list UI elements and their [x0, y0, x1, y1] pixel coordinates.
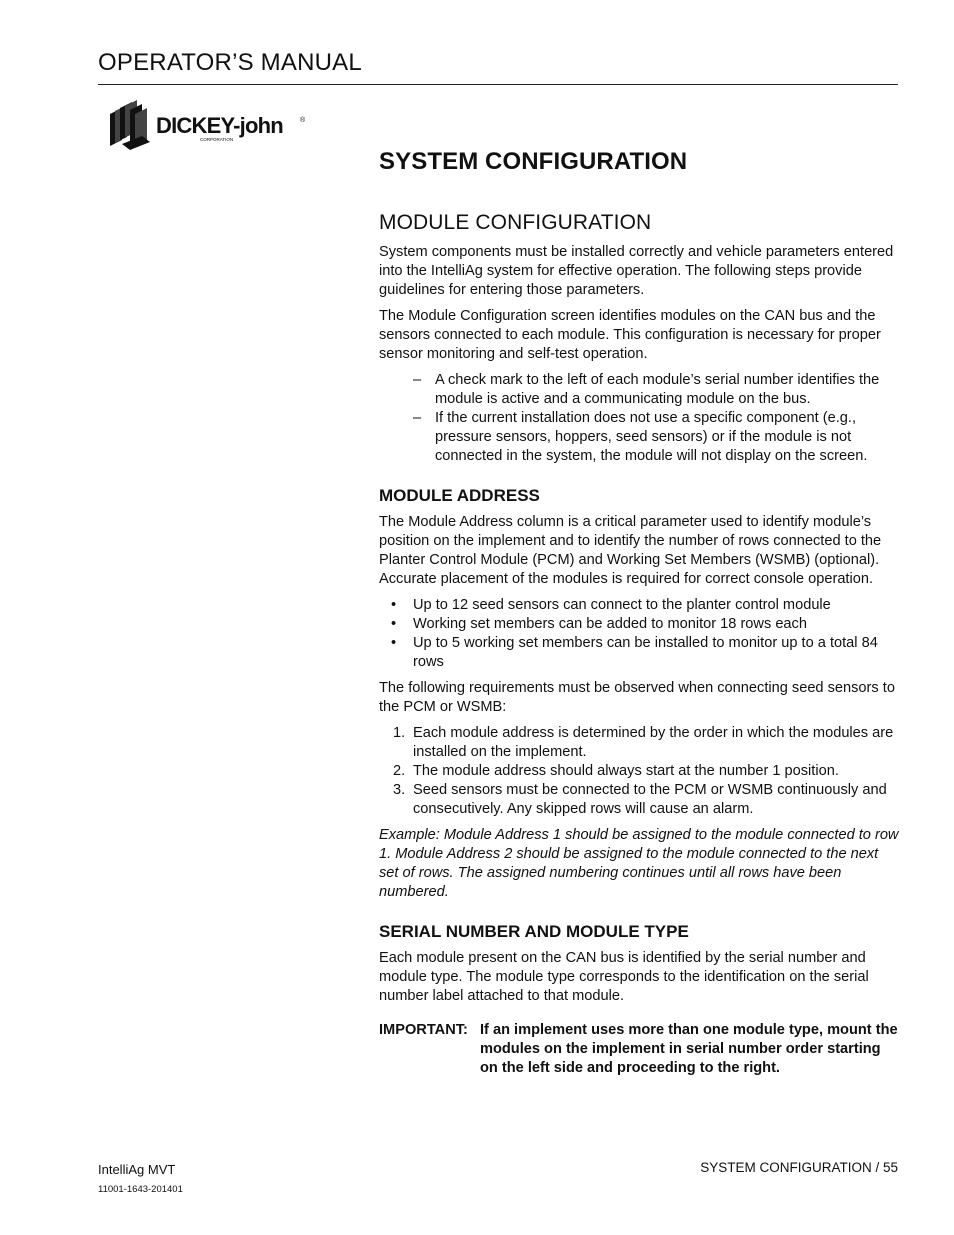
header-divider: [98, 84, 898, 85]
bullet-marker: •: [391, 635, 397, 651]
list-item-text: Seed sensors must be connected to the PCM or WSMB continuously and consecutively. Any skipped rows will cause an alarm.: [413, 782, 887, 817]
main-content: [379, 147, 901, 1078]
list-item: [413, 371, 901, 409]
list-item-text: Working set members can be added to monitor 18 rows each: [413, 616, 807, 632]
dickey-john-logo-mark: [108, 100, 318, 152]
dash-list: [379, 371, 901, 466]
module-address-heading: MODULE ADDRESS: [379, 486, 540, 505]
list-item: [391, 596, 901, 615]
list-item-text: Up to 12 seed sensors can connect to the planter control module: [413, 597, 831, 613]
logo-wordmark: DICKEY-john: [156, 113, 283, 138]
list-item: [393, 781, 901, 819]
intro-paragraph-2: The Module Configuration screen identifies modules on the CAN bus and the sensors connected to each module. This configuration is necessary for proper sensor monitoring and self-test operation.: [379, 308, 881, 362]
dash-marker: –: [413, 410, 422, 426]
section-title: MODULE CONFIGURATION: [379, 211, 652, 234]
serial-number-paragraph: Each module present on the CAN bus is identified by the serial number and module type. The module type corresponds to the identification on the serial number label attached to that module.: [379, 950, 869, 1004]
list-item: [393, 724, 901, 762]
bullet-list: [379, 596, 901, 672]
module-address-paragraph: The Module Address column is a critical parameter used to identify module’s position on the implement and to identify the number of rows connected to the Planter Control Module (PCM) and Working Set Members (WSMB) (optional). Accurate placement of the modules is required for correct console operation.: [379, 514, 882, 587]
serial-number-heading: SERIAL NUMBER AND MODULE TYPE: [379, 922, 689, 941]
list-item-text: A check mark to the left of each module’s serial number identifies the module is active and a communicating module on the bus.: [435, 372, 880, 407]
important-note: [379, 1021, 901, 1078]
example-note: Example: Module Address 1 should be assigned to the module connected to row 1. Module Address 2 should be assigned to the module connected to the next set of rows. The assigned numbering continues until all rows have been numbered.: [379, 827, 899, 900]
list-item-text: Each module address is determined by the order in which the modules are installed on the implement.: [413, 725, 894, 760]
dash-marker: –: [413, 372, 422, 388]
bullet-marker: •: [391, 597, 397, 613]
numbered-list: [379, 724, 901, 819]
header-title: OPERATOR’S MANUAL: [98, 49, 362, 76]
list-item: [413, 409, 901, 466]
step-number: 2.: [393, 763, 406, 779]
list-item: [391, 634, 901, 672]
page-title: SYSTEM CONFIGURATION: [379, 148, 688, 175]
important-text: If an implement uses more than one module type, mount the modules on the implement in serial number order starting on the left side and proceeding to the right.: [480, 1022, 898, 1076]
logo-subtext: CORPORATION: [200, 137, 234, 142]
list-item-text: Up to 5 working set members can be installed to monitor up to a total 84 rows: [413, 635, 878, 670]
footer-product: IntelliAg MVT: [98, 1162, 176, 1177]
step-number: 1.: [393, 725, 406, 741]
bullet-marker: •: [391, 616, 397, 632]
footer-doc-code: 11001-1643-201401: [98, 1184, 183, 1195]
important-label: IMPORTANT:: [379, 1022, 468, 1038]
list-item-text: If the current installation does not use a specific component (e.g., pressure sensors, hoppers, seed sensors) or if the module is not connected in the system, the module will not display on the screen.: [435, 410, 868, 464]
list-item: [391, 615, 901, 634]
step-number: 3.: [393, 782, 406, 798]
list-item-text: The module address should always start at the number 1 position.: [413, 763, 839, 779]
logo-registered-mark: ®: [300, 117, 306, 124]
dickey-john-logo: [108, 100, 318, 152]
intro-paragraph-1: System components must be installed correctly and vehicle parameters entered into the IntelliAg system for effective operation. The following steps provide guidelines for entering those parameters.: [379, 244, 894, 298]
requirements-intro: The following requirements must be observed when connecting seed sensors to the PCM or WSMB:: [379, 680, 895, 715]
list-item: [393, 762, 901, 781]
footer-page-label: SYSTEM CONFIGURATION / 55: [700, 1160, 898, 1175]
